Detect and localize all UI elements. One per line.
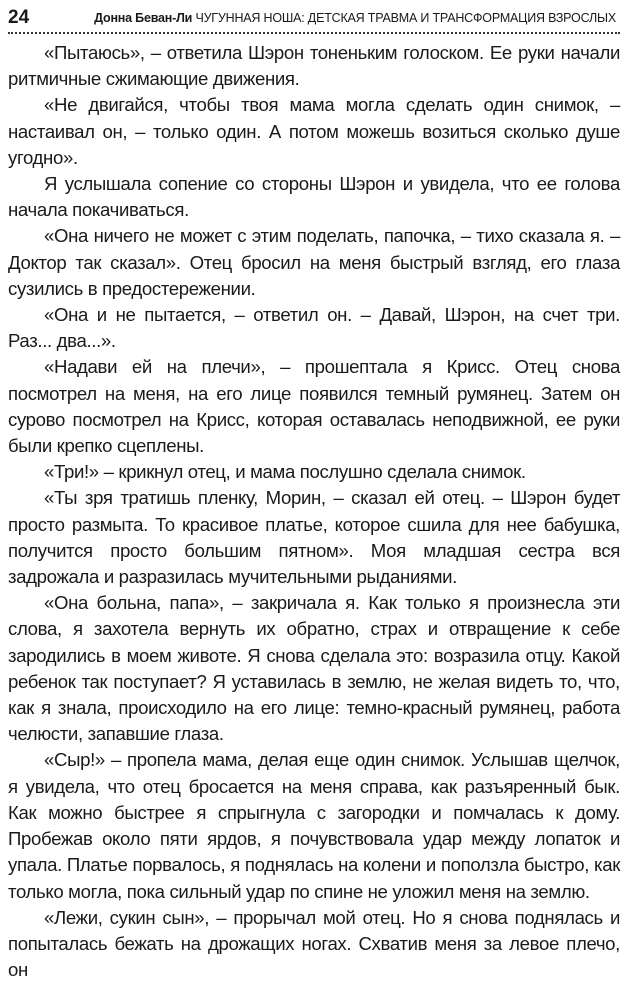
paragraph: «Ты зря тратишь пленку, Морин, – сказал ей отец. – Шэрон будет просто размыта. То красивое платье, которое сшила для нее бабушка, получится просто большим пятном». Моя младшая сестра вся задрожала и разразилась мучительными рыданиями. [8,487,620,588]
page-header [8,4,620,32]
book-page [0,4,626,981]
body-text [8,40,620,983]
paragraph: «Она и не пытается, – ответил он. – Давай, Шэрон, на счет три. Раз... два...». [8,304,620,352]
paragraph: «Надави ей на плечи», – прошептала я Крисс. Отец снова посмотрел на меня, на его лице появился темный румянец. Затем он сурово посмотрел на Крисс, которая оставалась неподвижной, ее руки были крепко сцеплены. [8,356,620,457]
paragraph: «Она ничего не может с этим поделать, папочка, – тихо сказала я. – Доктор так сказал». Отец бросил на меня быстрый взгляд, его глаза сузились в предостережении. [8,225,620,299]
paragraph: «Не двигайся, чтобы твоя мама могла сделать один снимок, – настаивал он, – только один. А потом можешь возиться сколько душе угодно». [8,94,620,168]
paragraph: Я услышала сопение со стороны Шэрон и увидела, что ее голова начала покачиваться. [8,173,620,221]
running-head-title: ЧУГУННАЯ НОША: ДЕТСКАЯ ТРАВМА И ТРАНСФОРМАЦИЯ ВЗРОСЛЫХ [195,11,616,25]
header-divider [8,32,620,34]
running-head-author: Донна Беван-Ли [94,11,193,25]
paragraph: «Сыр!» – пропела мама, делая еще один снимок. Услышав щелчок, я увидела, что отец бросается на меня справа, как разъяренный бык. Как можно быстрее я спрыгнула с загородки и помчалась к дому. Пробежав около пяти ярдов, я почувствовала удар между лопаток и упала. Платье порвалось, я поднялась на колени и поползла быстро, как только могла, пока сильный удар по спине не уложил меня на землю. [8,749,620,902]
paragraph: «Она больна, папа», – закричала я. Как только я произнесла эти слова, я захотела вернуть их обратно, страх и отвращение к себе зародились в моем животе. Я снова сделала это: возразила отцу. Какой ребенок так поступает? Я уставилась в землю, не желая видеть то, что, как я знала, происходило на его лице: темно-красный румянец, работа челюсти, запавшие глаза. [8,592,620,745]
paragraph: «Лежи, сукин сын», – прорычал мой отец. Но я снова поднялась и попыталась бежать на дрожащих ногах. Схватив меня за левое плечо, он [8,906,620,981]
running-head [94,6,616,30]
page-number: 24 [8,7,30,28]
paragraph: «Три!» – крикнул отец, и мама послушно сделала снимок. [44,461,526,483]
paragraph: «Пытаюсь», – ответила Шэрон тоненьким голоском. Ее руки начали ритмичные сжимающие движения. [8,42,620,90]
